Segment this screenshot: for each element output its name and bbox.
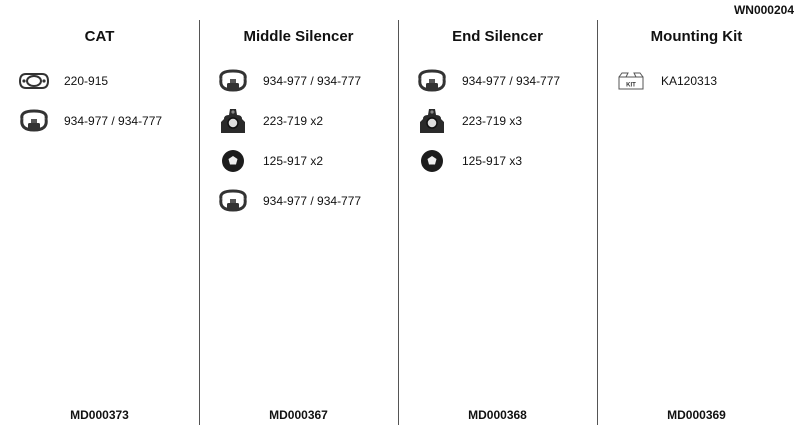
- kit-box-icon: [611, 66, 651, 96]
- column-code: MD000369: [667, 408, 726, 422]
- gasket-icon: [14, 66, 54, 96]
- part-number: 220-915: [64, 74, 109, 88]
- part-item: [213, 106, 323, 136]
- column-code: MD000367: [269, 408, 328, 422]
- part-item: [14, 106, 162, 136]
- clamp-icon: [412, 66, 452, 96]
- part-item: [412, 146, 522, 176]
- part-number: KA120313: [661, 74, 718, 88]
- part-item: [213, 146, 323, 176]
- part-item: [611, 66, 717, 96]
- part-number: 934-977 / 934-777: [263, 194, 362, 208]
- part-number: 934-977 / 934-777: [462, 74, 561, 88]
- column-title: End Silencer: [452, 28, 543, 45]
- part-item: [213, 66, 361, 96]
- part-number: 125-917 x3: [462, 154, 523, 168]
- part-number: 223-719 x2: [263, 114, 324, 128]
- part-number: 934-977 / 934-777: [64, 114, 163, 128]
- rubber-mount-icon: [213, 106, 253, 136]
- rubber-ring-icon: [412, 146, 452, 176]
- part-number: 934-977 / 934-777: [263, 74, 362, 88]
- reference-number: WN000204: [733, 3, 794, 17]
- column-title: Mounting Kit: [650, 28, 743, 45]
- column-middle-silencer: [199, 20, 398, 425]
- part-number: 223-719 x3: [462, 114, 523, 128]
- rubber-ring-icon: [213, 146, 253, 176]
- column-cat: [0, 20, 199, 425]
- part-item: [14, 66, 108, 96]
- part-item: [412, 66, 560, 96]
- rubber-mount-icon: [412, 106, 452, 136]
- column-title: Middle Silencer: [243, 28, 354, 45]
- column-code: MD000368: [468, 408, 527, 422]
- part-number: 125-917 x2: [263, 154, 324, 168]
- column-end-silencer: [398, 20, 597, 425]
- clamp-icon: [213, 186, 253, 216]
- part-item: [213, 186, 361, 216]
- kit-box-text: KIT: [626, 82, 636, 89]
- column-mounting-kit: [597, 20, 796, 425]
- column-title: CAT: [84, 28, 115, 45]
- clamp-icon: [14, 106, 54, 136]
- part-item: [412, 106, 522, 136]
- clamp-icon: [213, 66, 253, 96]
- column-code: MD000373: [70, 408, 129, 422]
